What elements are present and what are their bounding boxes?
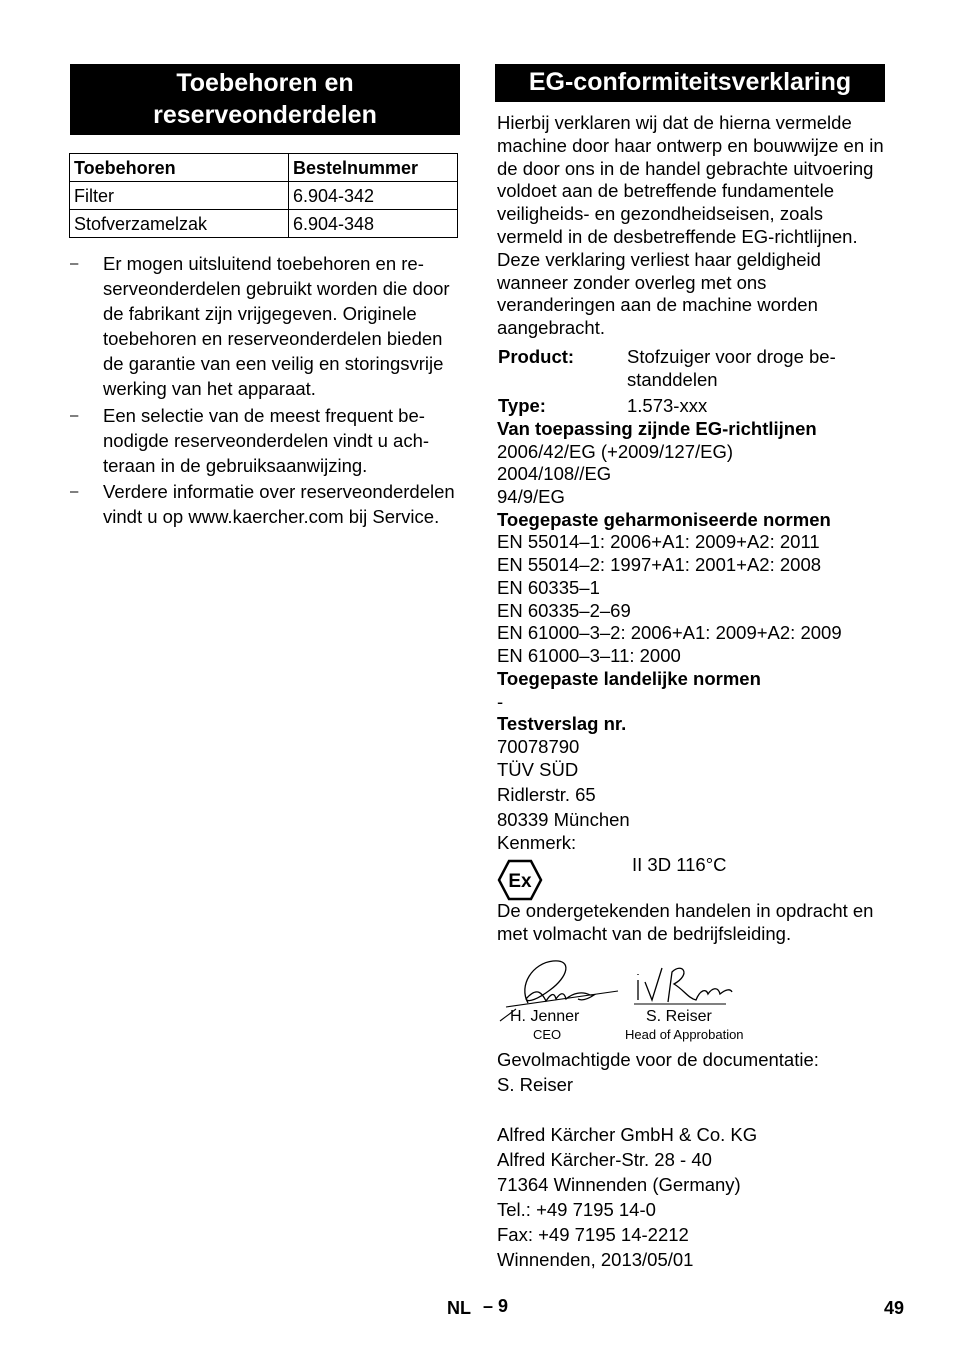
type-label: Type: <box>498 395 546 416</box>
mark-label: Kenmerk: <box>497 832 577 853</box>
column-header-accessory: Toebehoren <box>70 154 289 182</box>
national-standards-heading: Toegepaste landelijke normen <box>497 668 761 689</box>
standard-item: EN 60335–1 <box>497 577 600 598</box>
signer-role-approbation: Head of Approbation <box>625 1027 744 1042</box>
table-cell-accessory: Stofverzamelzak <box>70 210 289 238</box>
company-fax: Fax: +49 7195 14-2212 <box>497 1224 689 1245</box>
table-cell-order-number: 6.904-342 <box>289 182 458 210</box>
directives-heading: Van toepassing zijnde EG-richtlijnen <box>497 418 817 439</box>
institute-city: 80339 München <box>497 809 630 830</box>
ex-symbol-text: Ex <box>508 871 532 892</box>
conformity-intro: Hierbij verklaren wij dat de hierna vermelde machine door haar ontwerp en bouwwijze en in de door ons in de handel gebrachte uitvoering voldoet aan de betreffende fundamentele veiligheids- en gezondheidseisen, zoals vermeld in de desbetreffende EG-richtlijnen. Deze verklaring verliest haar geldigheid wanneer zonder overleg met ons veranderingen aan de machine worden aangebracht. <box>497 112 884 339</box>
list-item-text: Een selectie van de meest frequent benodigde reserveonderdelen vindt u achteraan in de gebruiksaanwijzing. <box>103 404 430 476</box>
company-name: Alfred Kärcher GmbH & Co. KG <box>497 1124 758 1145</box>
standard-item: EN 61000–3–2: 2006+A1: 2009+A2: 2009 <box>497 622 842 643</box>
section-heading-conformity: EG-conformiteitsverklaring <box>495 64 885 102</box>
directive-item: 94/9/EG <box>497 486 565 507</box>
company-city: 71364 Winnenden (Germany) <box>497 1174 741 1195</box>
place-date: Winnenden, 2013/05/01 <box>497 1249 694 1270</box>
dash-marker: – <box>70 406 79 424</box>
test-report-heading: Testverslag nr. <box>497 713 627 734</box>
column-header-order-number: Bestelnummer <box>289 154 458 182</box>
company-phone: Tel.: +49 7195 14-0 <box>497 1199 656 1220</box>
signers-statement: De ondergetekenden handelen in opdracht en met volmacht van de bedrijfsleiding. <box>497 900 874 944</box>
dash-marker: – <box>70 255 79 272</box>
national-standards-value: - <box>497 691 504 712</box>
accessories-table <box>69 153 458 238</box>
dash-marker: – <box>70 483 79 500</box>
section-heading-accessories: Toebehoren en reserveonderdelen <box>70 64 460 135</box>
footer-section-page: – 9 <box>483 1296 509 1316</box>
test-report-number: 70078790 <box>497 736 580 757</box>
table-cell-accessory: Filter <box>70 182 289 210</box>
signature-reiser <box>630 960 735 1010</box>
signer-role-ceo: CEO <box>533 1027 562 1042</box>
product-label: Product: <box>498 346 575 367</box>
directive-item: 2004/108//EG <box>497 463 612 484</box>
list-item-text: Er mogen uitsluitend toebehoren en reserveonderdelen gebruikt worden die door de fabrikant zijn vrijgegeven. Originele toebehoren en reserveonderdelen bieden de garantie van een veilig en storingsvrije werking van het apparaat. <box>103 253 450 399</box>
product-value: Stofzuiger voor droge bestanddelen <box>627 346 836 390</box>
list-item <box>70 479 462 529</box>
standard-item: EN 55014–1: 2006+A1: 2009+A2: 2011 <box>497 531 820 552</box>
company-street: Alfred Kärcher-Str. 28 - 40 <box>497 1149 712 1170</box>
table-row <box>70 210 458 238</box>
ex-hexagon-icon <box>497 859 543 901</box>
table-cell-order-number: 6.904-348 <box>289 210 458 238</box>
signer-name-reiser: S. Reiser <box>646 1008 712 1025</box>
test-institute: TÜV SÜD <box>497 759 579 780</box>
list-item <box>70 251 462 401</box>
directive-item: 2006/42/EG (+2009/127/EG) <box>497 441 734 462</box>
signer-name-jenner: H. Jenner <box>510 1008 580 1025</box>
mark-value: II 3D 116°C <box>632 854 727 875</box>
standard-item: EN 60335–2–69 <box>497 600 631 621</box>
standard-item: EN 61000–3–11: 2000 <box>497 645 681 666</box>
footer-language: NL <box>447 1298 471 1318</box>
institute-street: Ridlerstr. 65 <box>497 784 596 805</box>
documentation-label: Gevolmachtigde voor de documentatie: <box>497 1049 819 1070</box>
type-value: 1.573-xxx <box>627 395 708 416</box>
footer-page-number: 49 <box>884 1298 905 1318</box>
table-row <box>70 182 458 210</box>
documentation-name: S. Reiser <box>497 1074 574 1095</box>
standards-heading: Toegepaste geharmoniseerde normen <box>497 509 831 530</box>
list-item <box>70 403 462 478</box>
standard-item: EN 55014–2: 1997+A1: 2001+A2: 2008 <box>497 554 822 575</box>
list-item-text: Verdere informatie over reserveonderdelen vindt u op www.kaercher.com bij Service. <box>103 481 455 527</box>
table-header-row <box>70 154 458 182</box>
accessories-notes <box>70 251 462 531</box>
